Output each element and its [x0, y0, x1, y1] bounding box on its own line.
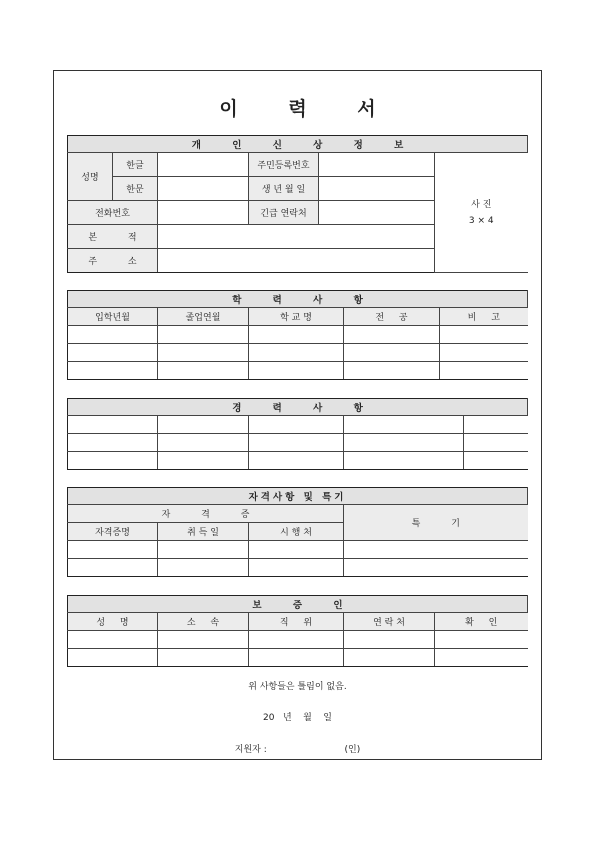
applicant-label: 지원자 :: [234, 745, 267, 755]
seal-label: (인): [344, 745, 361, 755]
guarantor-table: [67, 595, 528, 667]
name-label: 성명: [68, 153, 113, 201]
guarantor-col-1: 소 속: [158, 613, 249, 631]
emergency-label: 긴급 연락처: [249, 201, 319, 225]
qualification-table: [67, 487, 528, 577]
qualification-col-2: 시 행 처: [249, 523, 344, 541]
table-row: [68, 344, 528, 362]
qualification-header: [68, 488, 528, 505]
hangul-name-field[interactable]: [158, 153, 249, 177]
qualification-col-0: 자격증명: [68, 523, 158, 541]
birth-label: 생 년 월 일: [249, 177, 319, 201]
cert-group-label: 자 격 증: [68, 505, 344, 523]
phone-field[interactable]: [158, 201, 249, 225]
hanja-name-field[interactable]: [158, 177, 249, 201]
career-header: 경 력 사 항: [68, 399, 528, 416]
table-row: [68, 631, 528, 649]
photo-label: 사 진: [471, 199, 492, 210]
education-col-1: 졸업연월: [158, 308, 249, 326]
guarantor-header: 보 증 인: [68, 596, 528, 613]
date-line: 20 년 월 일: [262, 713, 332, 723]
education-col-4: 비 고: [440, 308, 528, 326]
birth-field[interactable]: [319, 177, 435, 201]
special-skill-label: 특 기: [344, 505, 528, 541]
address-field[interactable]: [158, 249, 435, 273]
table-row: [68, 434, 528, 452]
hangul-label: 한글: [113, 153, 158, 177]
origin-field[interactable]: [158, 225, 435, 249]
photo-size-label: 3 × 4: [468, 215, 494, 226]
qualification-col-1: 취 득 일: [158, 523, 249, 541]
education-header: 학 력 사 항: [68, 291, 528, 308]
guarantor-col-2: 직 위: [249, 613, 344, 631]
photo-box: [435, 153, 528, 273]
personal-info-header: 개 인 신 상 정 보: [68, 136, 528, 153]
education-col-0: 입학년월: [68, 308, 158, 326]
rrn-field[interactable]: [319, 153, 435, 177]
education-col-3: 전 공: [344, 308, 440, 326]
personal-info-table: [67, 135, 528, 273]
address-label: 주 소: [68, 249, 158, 273]
table-row: [68, 649, 528, 667]
rrn-label: 주민등록번호: [249, 153, 319, 177]
career-table: [67, 398, 528, 470]
guarantor-col-3: 연 락 처: [344, 613, 435, 631]
table-row: [68, 362, 528, 380]
table-row: [68, 416, 528, 434]
hanja-label: 한문: [113, 177, 158, 201]
table-row: [68, 541, 528, 559]
education-table: [67, 290, 528, 380]
education-col-2: 학 교 명: [249, 308, 344, 326]
guarantor-col-4: 확 인: [435, 613, 528, 631]
phone-label: 전화번호: [68, 201, 158, 225]
table-row: [68, 326, 528, 344]
document-title: 이 력 서: [219, 98, 398, 120]
table-row: [68, 559, 528, 577]
guarantor-col-0: 성 명: [68, 613, 158, 631]
table-row: [68, 452, 528, 470]
statement-text: 위 사항들은 틀림이 없음.: [248, 682, 347, 692]
signature-line: [0, 742, 595, 755]
emergency-field[interactable]: [319, 201, 435, 225]
qualification-header-text: 자격사항 및 특기: [248, 492, 347, 503]
origin-label: 본 적: [68, 225, 158, 249]
